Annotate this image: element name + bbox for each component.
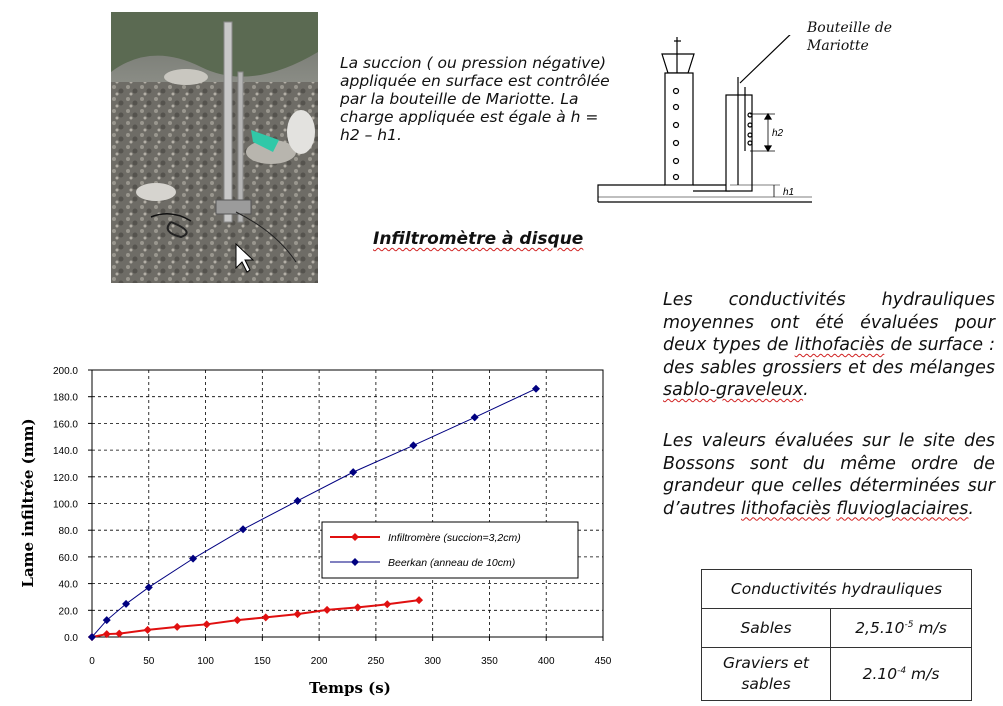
y-tick-label: 80.0 [58,526,78,538]
table-cell-value: $2,5.10^{-5}$ m/s [831,609,972,648]
y-tick-label: 200.0 [52,366,78,377]
x-tick-label: 50 [143,656,155,667]
x-tick-label: 300 [424,656,442,667]
table-row [702,609,972,648]
legend-label: Beerkan (anneau de 10cm) [388,557,516,569]
y-tick-label: 180.0 [52,392,78,404]
y-tick-label: 40.0 [58,579,78,591]
caption-text: La succion ( ou pression négative) appliquée en surface est contrôlée par la bouteille de Mariotte. La charge appliquée est égale à h = h2 – h1. [340,54,610,144]
legend-label: Infiltromère (succion=3,2cm) [388,532,521,544]
mariotte-label: Bouteille de Mariotte [807,20,893,54]
x-tick-label: 0 [89,656,95,667]
table-row [702,648,972,701]
y-tick-label: 140.0 [52,446,78,458]
table-cell-value: $2.10^{-4}$ m/s [831,648,972,701]
legend [322,522,578,578]
infiltration-chart [0,350,640,706]
y-tick-label: 0.0 [64,633,78,644]
x-tick-label: 150 [253,656,271,667]
y-tick-label: 60.0 [58,552,78,564]
x-tick-label: 400 [537,656,555,667]
table-header: Conductivités hydrauliques [702,570,972,609]
table-cell-label: Graviers et sables [702,648,831,701]
y-axis-label: Lame infiltrée (mm) [19,418,37,588]
y-tick-label: 160.0 [52,419,78,431]
y-tick-label: 120.0 [52,472,78,484]
mariotte-diagram [590,35,820,210]
h2-label: h2 [772,128,784,139]
x-tick-label: 200 [310,656,328,667]
x-tick-label: 100 [197,656,214,667]
y-tick-label: 20.0 [58,606,78,618]
x-axis-label: Temps (s) [309,679,391,697]
x-tick-label: 250 [367,656,385,667]
conductivity-table [701,569,972,701]
x-tick-label: 350 [481,656,498,667]
h1-label: h1 [783,187,795,198]
paragraph-bossons: Les valeurs évaluées sur le site des Bossons sont du même ordre de grandeur que celles déterminées sur d’autres lithofaciès fluvioglaciaires. [663,431,995,519]
y-tick-label: 100.0 [52,499,78,511]
table-cell-label: Sables [702,609,831,648]
figure-title: Infiltromètre à disque [373,229,584,249]
paragraph-conductivity: Les conductivités hydrauliques moyennes ont été évaluées pour deux types de lithofaciès de surface : des sables grossiers et des mélanges sablo-graveleux. [663,290,995,400]
x-tick-label: 450 [594,656,612,667]
infiltrometer-photo [111,12,318,283]
